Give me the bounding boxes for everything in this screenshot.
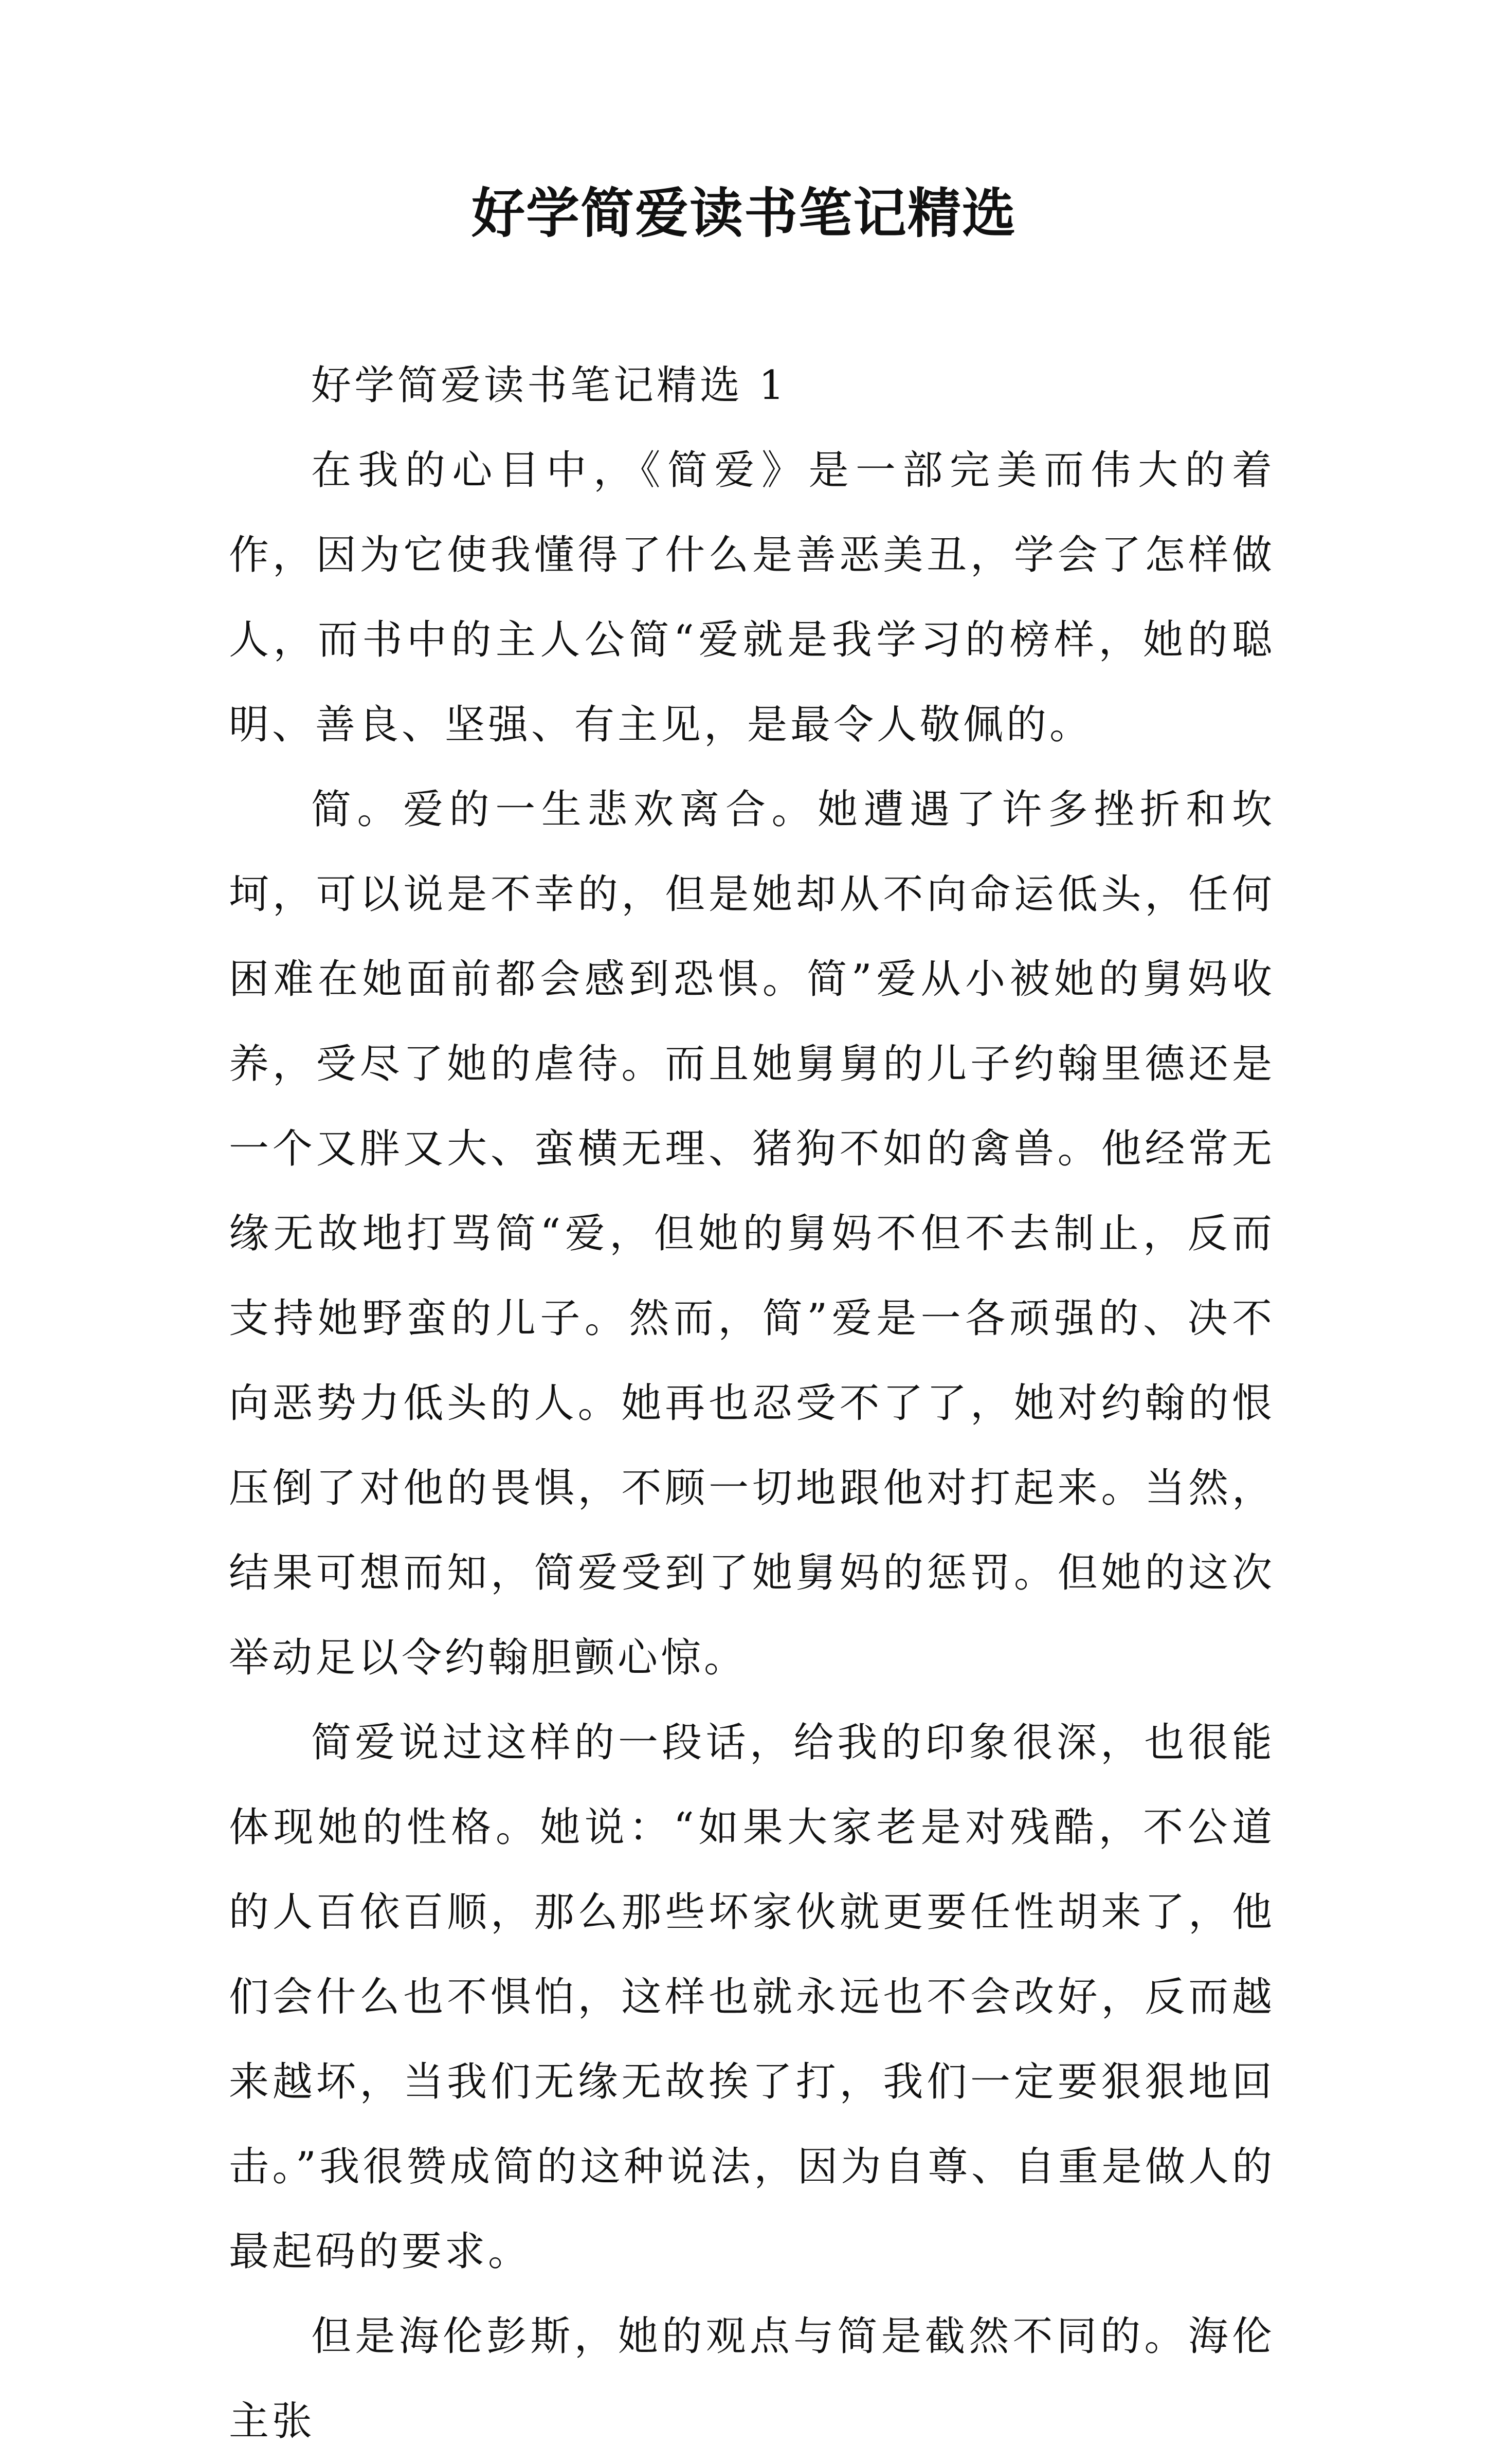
paragraph-1: 在我的心目中，《简爱》是一部完美而伟大的着作，因为它使我懂得了什么是善恶美丑，学会了怎样做人，而书中的主人公简“爱就是我学习的榜样，她的聪明、善良、坚强、有主见，是最令人敬佩的。 <box>229 447 1275 748</box>
document-body <box>229 343 1275 2464</box>
document-title: 好学简爱读书笔记精选 <box>471 181 1017 245</box>
paragraph-2: 简。爱的一生悲欢离合。她遭遇了许多挫折和坎坷，可以说是不幸的，但是她却从不向命运低头，任何困难在她面前都会感到恐惧。简”爱从小被她的舅妈收养，受尽了她的虐待。而且她舅舅的儿子约翰里德还是一个又胖又大、蛮横无理、猪狗不如的禽兽。他经常无缘无故地打骂简“爱，但她的舅妈不但不去制止，反而支持她野蛮的儿子。然而，简”爱是一各顽强的、决不向恶势力低头的人。她再也忍受不了了，她对约翰的恨压倒了对他的畏惧，不顾一切地跟他对打起来。当然，结果可想而知，简爱受到了她舅妈的惩罚。但她的这次举动足以令约翰胆颤心惊。 <box>229 787 1275 1681</box>
paragraph-3: 简爱说过这样的一段话，给我的印象很深，也很能体现她的性格。她说：“如果大家老是对残酷，不公道的人百依百顺，那么那些坏家伙就更要任性胡来了，他们会什么也不惧怕，这样也就永远也不会改好，反而越来越坏，当我们无缘无故挨了打，我们一定要狠狠地回击。”我很赞成简的这种说法，因为自尊、自重是做人的最起码的要求。 <box>229 1720 1275 2275</box>
section-heading: 好学简爱读书笔记精选 1 <box>311 362 788 409</box>
paragraph-4: 但是海伦彭斯，她的观点与简是截然不同的。海伦主张 <box>229 2313 1275 2444</box>
